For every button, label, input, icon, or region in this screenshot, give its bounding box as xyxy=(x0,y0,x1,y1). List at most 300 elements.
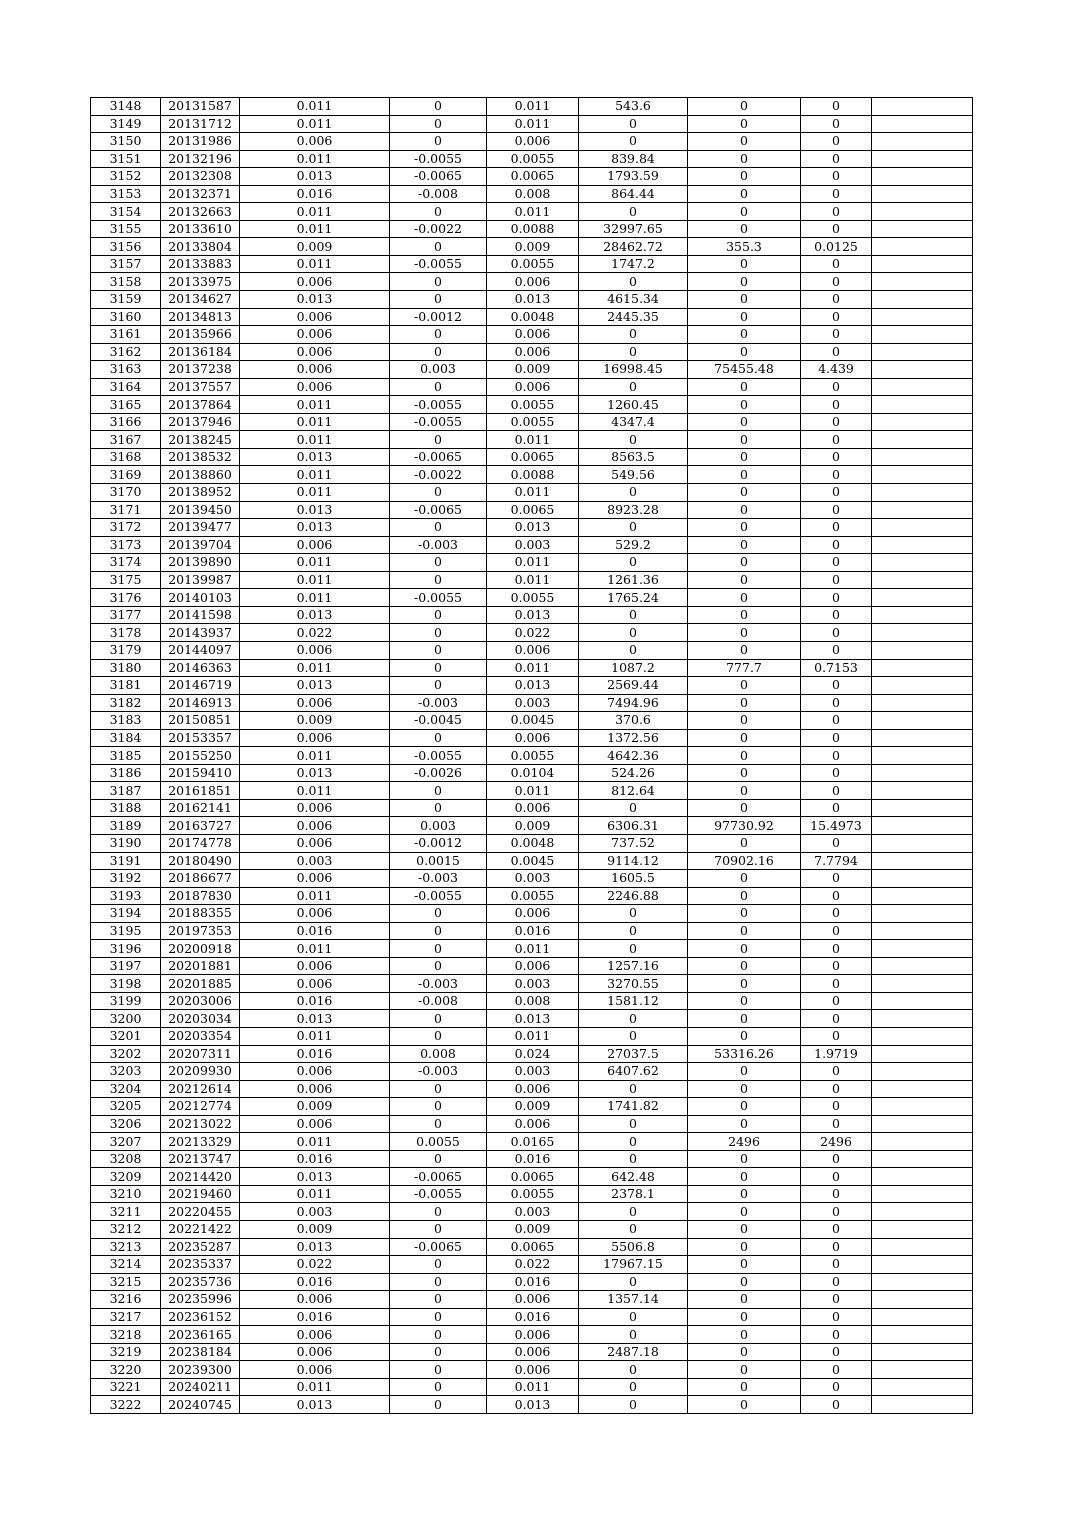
value-b-cell: -0.0055 xyxy=(390,255,487,273)
value-a-cell: 0.011 xyxy=(240,1185,390,1203)
empty-cell xyxy=(872,501,973,519)
value-b-cell: 0 xyxy=(390,1378,487,1396)
row-number-cell: 3209 xyxy=(91,1168,161,1186)
value-a-cell: 0.013 xyxy=(240,291,390,309)
id-cell: 20141598 xyxy=(161,606,240,624)
id-cell: 20131712 xyxy=(161,115,240,133)
value-a-cell: 0.009 xyxy=(240,712,390,730)
empty-cell xyxy=(872,799,973,817)
id-cell: 20240211 xyxy=(161,1378,240,1396)
value-f-cell: 0 xyxy=(801,413,872,431)
value-b-cell: 0 xyxy=(390,378,487,396)
value-a-cell: 0.011 xyxy=(240,413,390,431)
value-b-cell: 0 xyxy=(390,624,487,642)
value-d-cell: 0 xyxy=(579,624,688,642)
empty-cell xyxy=(872,448,973,466)
empty-cell xyxy=(872,150,973,168)
value-d-cell: 737.52 xyxy=(579,834,688,852)
value-a-cell: 0.006 xyxy=(240,308,390,326)
value-d-cell: 0 xyxy=(579,378,688,396)
value-a-cell: 0.006 xyxy=(240,343,390,361)
value-d-cell: 0 xyxy=(579,326,688,344)
table-row xyxy=(91,957,973,975)
empty-cell xyxy=(872,115,973,133)
value-f-cell: 0 xyxy=(801,150,872,168)
value-a-cell: 0.006 xyxy=(240,378,390,396)
value-c-cell: 0.0065 xyxy=(487,1238,579,1256)
value-d-cell: 543.6 xyxy=(579,98,688,116)
value-f-cell: 0 xyxy=(801,1080,872,1098)
value-c-cell: 0.013 xyxy=(487,519,579,537)
table-row xyxy=(91,571,973,589)
value-a-cell: 0.013 xyxy=(240,1396,390,1414)
value-b-cell: 0 xyxy=(390,273,487,291)
value-e-cell: 53316.26 xyxy=(688,1045,801,1063)
value-f-cell: 0 xyxy=(801,1168,872,1186)
id-cell: 20203354 xyxy=(161,1027,240,1045)
table-row xyxy=(91,1203,973,1221)
value-f-cell: 0 xyxy=(801,220,872,238)
table-row xyxy=(91,1396,973,1414)
id-cell: 20174778 xyxy=(161,834,240,852)
empty-cell xyxy=(872,168,973,186)
value-f-cell: 0 xyxy=(801,799,872,817)
row-number-cell: 3151 xyxy=(91,150,161,168)
value-e-cell: 0 xyxy=(688,273,801,291)
value-a-cell: 0.006 xyxy=(240,1063,390,1081)
id-cell: 20235287 xyxy=(161,1238,240,1256)
value-c-cell: 0.006 xyxy=(487,343,579,361)
value-c-cell: 0.009 xyxy=(487,238,579,256)
value-e-cell: 0 xyxy=(688,747,801,765)
row-number-cell: 3181 xyxy=(91,677,161,695)
row-number-cell: 3197 xyxy=(91,957,161,975)
id-cell: 20240745 xyxy=(161,1396,240,1414)
value-f-cell: 1.9719 xyxy=(801,1045,872,1063)
row-number-cell: 3202 xyxy=(91,1045,161,1063)
value-b-cell: 0 xyxy=(390,1256,487,1274)
id-cell: 20200918 xyxy=(161,940,240,958)
id-cell: 20137238 xyxy=(161,361,240,379)
value-a-cell: 0.011 xyxy=(240,431,390,449)
value-f-cell: 0 xyxy=(801,255,872,273)
value-d-cell: 7494.96 xyxy=(579,694,688,712)
id-cell: 20144097 xyxy=(161,641,240,659)
value-a-cell: 0.016 xyxy=(240,185,390,203)
value-f-cell: 0 xyxy=(801,1396,872,1414)
value-d-cell: 812.64 xyxy=(579,782,688,800)
value-d-cell: 864.44 xyxy=(579,185,688,203)
row-number-cell: 3169 xyxy=(91,466,161,484)
value-c-cell: 0.0055 xyxy=(487,887,579,905)
value-b-cell: 0.003 xyxy=(390,817,487,835)
value-d-cell: 9114.12 xyxy=(579,852,688,870)
value-b-cell: 0.0015 xyxy=(390,852,487,870)
value-c-cell: 0.006 xyxy=(487,799,579,817)
empty-cell xyxy=(872,992,973,1010)
table-row xyxy=(91,466,973,484)
value-c-cell: 0.008 xyxy=(487,992,579,1010)
value-c-cell: 0.013 xyxy=(487,606,579,624)
value-a-cell: 0.011 xyxy=(240,659,390,677)
value-e-cell: 0 xyxy=(688,1291,801,1309)
value-a-cell: 0.011 xyxy=(240,589,390,607)
value-a-cell: 0.006 xyxy=(240,729,390,747)
value-c-cell: 0.006 xyxy=(487,378,579,396)
value-b-cell: 0 xyxy=(390,133,487,151)
value-d-cell: 0 xyxy=(579,343,688,361)
value-f-cell: 0 xyxy=(801,624,872,642)
value-c-cell: 0.016 xyxy=(487,922,579,940)
table-row xyxy=(91,554,973,572)
value-d-cell: 17967.15 xyxy=(579,1256,688,1274)
value-b-cell: 0 xyxy=(390,291,487,309)
id-cell: 20133975 xyxy=(161,273,240,291)
value-c-cell: 0.006 xyxy=(487,273,579,291)
value-c-cell: 0.0065 xyxy=(487,448,579,466)
value-b-cell: -0.0065 xyxy=(390,168,487,186)
id-cell: 20203006 xyxy=(161,992,240,1010)
value-b-cell: 0 xyxy=(390,98,487,116)
table-row xyxy=(91,1185,973,1203)
empty-cell xyxy=(872,1027,973,1045)
empty-cell xyxy=(872,1115,973,1133)
empty-cell xyxy=(872,1361,973,1379)
id-cell: 20238184 xyxy=(161,1343,240,1361)
row-number-cell: 3218 xyxy=(91,1326,161,1344)
value-c-cell: 0.003 xyxy=(487,870,579,888)
empty-cell xyxy=(872,1168,973,1186)
value-e-cell: 0 xyxy=(688,799,801,817)
id-cell: 20163727 xyxy=(161,817,240,835)
value-f-cell: 0 xyxy=(801,519,872,537)
value-d-cell: 0 xyxy=(579,1273,688,1291)
value-e-cell: 97730.92 xyxy=(688,817,801,835)
table-row xyxy=(91,1361,973,1379)
value-e-cell: 0 xyxy=(688,1080,801,1098)
value-f-cell: 0 xyxy=(801,536,872,554)
table-row xyxy=(91,1326,973,1344)
id-cell: 20136184 xyxy=(161,343,240,361)
empty-cell xyxy=(872,1396,973,1414)
row-number-cell: 3201 xyxy=(91,1027,161,1045)
value-a-cell: 0.006 xyxy=(240,957,390,975)
id-cell: 20138532 xyxy=(161,448,240,466)
value-c-cell: 0.0045 xyxy=(487,712,579,730)
value-d-cell: 0 xyxy=(579,1396,688,1414)
value-a-cell: 0.006 xyxy=(240,834,390,852)
row-number-cell: 3187 xyxy=(91,782,161,800)
value-c-cell: 0.011 xyxy=(487,1027,579,1045)
value-a-cell: 0.006 xyxy=(240,1115,390,1133)
row-number-cell: 3200 xyxy=(91,1010,161,1028)
value-b-cell: -0.008 xyxy=(390,185,487,203)
empty-cell xyxy=(872,1150,973,1168)
id-cell: 20135966 xyxy=(161,326,240,344)
value-c-cell: 0.003 xyxy=(487,536,579,554)
value-a-cell: 0.011 xyxy=(240,98,390,116)
value-f-cell: 0 xyxy=(801,1378,872,1396)
value-a-cell: 0.006 xyxy=(240,273,390,291)
id-cell: 20132196 xyxy=(161,150,240,168)
value-d-cell: 0 xyxy=(579,1378,688,1396)
value-d-cell: 1605.5 xyxy=(579,870,688,888)
value-e-cell: 0 xyxy=(688,571,801,589)
row-number-cell: 3178 xyxy=(91,624,161,642)
table-row xyxy=(91,1256,973,1274)
value-d-cell: 28462.72 xyxy=(579,238,688,256)
value-a-cell: 0.013 xyxy=(240,448,390,466)
empty-cell xyxy=(872,852,973,870)
value-c-cell: 0.011 xyxy=(487,940,579,958)
row-number-cell: 3152 xyxy=(91,168,161,186)
table-row xyxy=(91,1343,973,1361)
value-d-cell: 2569.44 xyxy=(579,677,688,695)
value-a-cell: 0.011 xyxy=(240,1027,390,1045)
row-number-cell: 3216 xyxy=(91,1291,161,1309)
value-b-cell: -0.0055 xyxy=(390,1185,487,1203)
value-a-cell: 0.006 xyxy=(240,1343,390,1361)
value-c-cell: 0.013 xyxy=(487,1010,579,1028)
value-a-cell: 0.013 xyxy=(240,1168,390,1186)
value-f-cell: 15.4973 xyxy=(801,817,872,835)
value-f-cell: 0 xyxy=(801,940,872,958)
row-number-cell: 3192 xyxy=(91,870,161,888)
value-e-cell: 355.3 xyxy=(688,238,801,256)
table-row xyxy=(91,606,973,624)
value-f-cell: 0 xyxy=(801,782,872,800)
value-b-cell: 0 xyxy=(390,677,487,695)
table-row xyxy=(91,712,973,730)
value-e-cell: 0 xyxy=(688,431,801,449)
value-b-cell: 0 xyxy=(390,484,487,502)
value-f-cell: 0 xyxy=(801,1185,872,1203)
table-row xyxy=(91,1010,973,1028)
value-c-cell: 0.0055 xyxy=(487,413,579,431)
value-d-cell: 4347.4 xyxy=(579,413,688,431)
value-c-cell: 0.006 xyxy=(487,957,579,975)
value-b-cell: -0.003 xyxy=(390,1063,487,1081)
value-b-cell: 0 xyxy=(390,1361,487,1379)
value-c-cell: 0.0065 xyxy=(487,168,579,186)
value-e-cell: 0 xyxy=(688,133,801,151)
value-f-cell: 0 xyxy=(801,975,872,993)
row-number-cell: 3203 xyxy=(91,1063,161,1081)
empty-cell xyxy=(872,1063,973,1081)
value-a-cell: 0.006 xyxy=(240,361,390,379)
empty-cell xyxy=(872,1291,973,1309)
value-b-cell: 0 xyxy=(390,659,487,677)
row-number-cell: 3199 xyxy=(91,992,161,1010)
empty-cell xyxy=(872,957,973,975)
empty-cell xyxy=(872,870,973,888)
id-cell: 20236165 xyxy=(161,1326,240,1344)
table-row xyxy=(91,1221,973,1239)
table-row xyxy=(91,1027,973,1045)
row-number-cell: 3182 xyxy=(91,694,161,712)
value-c-cell: 0.009 xyxy=(487,1221,579,1239)
empty-cell xyxy=(872,273,973,291)
value-d-cell: 0 xyxy=(579,484,688,502)
id-cell: 20132371 xyxy=(161,185,240,203)
table-row xyxy=(91,536,973,554)
value-b-cell: 0 xyxy=(390,203,487,221)
value-e-cell: 0 xyxy=(688,782,801,800)
table-row xyxy=(91,1115,973,1133)
value-c-cell: 0.003 xyxy=(487,694,579,712)
id-cell: 20146719 xyxy=(161,677,240,695)
table-row xyxy=(91,729,973,747)
empty-cell xyxy=(872,1098,973,1116)
value-a-cell: 0.006 xyxy=(240,870,390,888)
value-c-cell: 0.009 xyxy=(487,1098,579,1116)
value-a-cell: 0.011 xyxy=(240,747,390,765)
table-row xyxy=(91,887,973,905)
value-e-cell: 0 xyxy=(688,536,801,554)
row-number-cell: 3155 xyxy=(91,220,161,238)
value-c-cell: 0.006 xyxy=(487,1326,579,1344)
value-a-cell: 0.013 xyxy=(240,764,390,782)
row-number-cell: 3222 xyxy=(91,1396,161,1414)
empty-cell xyxy=(872,641,973,659)
value-a-cell: 0.013 xyxy=(240,501,390,519)
value-c-cell: 0.003 xyxy=(487,1203,579,1221)
value-f-cell: 0 xyxy=(801,905,872,923)
table-row xyxy=(91,361,973,379)
value-f-cell: 0 xyxy=(801,554,872,572)
data-table xyxy=(90,97,973,1414)
value-f-cell: 0 xyxy=(801,1326,872,1344)
id-cell: 20139704 xyxy=(161,536,240,554)
value-f-cell: 0 xyxy=(801,115,872,133)
value-c-cell: 0.006 xyxy=(487,641,579,659)
empty-cell xyxy=(872,782,973,800)
row-number-cell: 3171 xyxy=(91,501,161,519)
value-d-cell: 1257.16 xyxy=(579,957,688,975)
id-cell: 20236152 xyxy=(161,1308,240,1326)
value-a-cell: 0.006 xyxy=(240,905,390,923)
value-f-cell: 0 xyxy=(801,273,872,291)
value-f-cell: 0 xyxy=(801,203,872,221)
value-a-cell: 0.013 xyxy=(240,606,390,624)
empty-cell xyxy=(872,484,973,502)
empty-cell xyxy=(872,589,973,607)
empty-cell xyxy=(872,834,973,852)
id-cell: 20133883 xyxy=(161,255,240,273)
id-cell: 20137946 xyxy=(161,413,240,431)
table-row xyxy=(91,747,973,765)
empty-cell xyxy=(872,606,973,624)
value-f-cell: 0 xyxy=(801,1010,872,1028)
id-cell: 20188355 xyxy=(161,905,240,923)
table-row xyxy=(91,852,973,870)
value-a-cell: 0.011 xyxy=(240,1133,390,1151)
value-d-cell: 0 xyxy=(579,641,688,659)
value-a-cell: 0.016 xyxy=(240,1273,390,1291)
id-cell: 20197353 xyxy=(161,922,240,940)
value-d-cell: 0 xyxy=(579,905,688,923)
value-e-cell: 0 xyxy=(688,115,801,133)
value-c-cell: 0.022 xyxy=(487,624,579,642)
value-e-cell: 0 xyxy=(688,501,801,519)
value-b-cell: 0 xyxy=(390,554,487,572)
value-e-cell: 0 xyxy=(688,1256,801,1274)
table-row xyxy=(91,1063,973,1081)
value-c-cell: 0.011 xyxy=(487,1378,579,1396)
value-f-cell: 0 xyxy=(801,1115,872,1133)
empty-cell xyxy=(872,905,973,923)
value-a-cell: 0.006 xyxy=(240,1361,390,1379)
row-number-cell: 3215 xyxy=(91,1273,161,1291)
value-b-cell: 0 xyxy=(390,1291,487,1309)
row-number-cell: 3195 xyxy=(91,922,161,940)
value-d-cell: 0 xyxy=(579,1027,688,1045)
value-b-cell: 0 xyxy=(390,1080,487,1098)
value-f-cell: 0 xyxy=(801,133,872,151)
empty-cell xyxy=(872,133,973,151)
value-b-cell: -0.0055 xyxy=(390,150,487,168)
empty-cell xyxy=(872,431,973,449)
value-c-cell: 0.022 xyxy=(487,1256,579,1274)
row-number-cell: 3189 xyxy=(91,817,161,835)
empty-cell xyxy=(872,361,973,379)
value-b-cell: 0 xyxy=(390,1027,487,1045)
row-number-cell: 3176 xyxy=(91,589,161,607)
row-number-cell: 3207 xyxy=(91,1133,161,1151)
value-a-cell: 0.006 xyxy=(240,1326,390,1344)
row-number-cell: 3217 xyxy=(91,1308,161,1326)
empty-cell xyxy=(872,1308,973,1326)
value-d-cell: 0 xyxy=(579,1133,688,1151)
value-a-cell: 0.011 xyxy=(240,782,390,800)
empty-cell xyxy=(872,747,973,765)
value-b-cell: -0.0026 xyxy=(390,764,487,782)
empty-cell xyxy=(872,1203,973,1221)
id-cell: 20139987 xyxy=(161,571,240,589)
value-e-cell: 0 xyxy=(688,1221,801,1239)
value-c-cell: 0.0055 xyxy=(487,589,579,607)
value-f-cell: 0 xyxy=(801,1256,872,1274)
value-f-cell: 0 xyxy=(801,448,872,466)
value-b-cell: 0 xyxy=(390,1221,487,1239)
value-e-cell: 0 xyxy=(688,870,801,888)
value-b-cell: -0.0065 xyxy=(390,501,487,519)
value-b-cell: 0 xyxy=(390,940,487,958)
value-c-cell: 0.0055 xyxy=(487,150,579,168)
value-e-cell: 0 xyxy=(688,1185,801,1203)
value-c-cell: 0.011 xyxy=(487,554,579,572)
value-c-cell: 0.0055 xyxy=(487,255,579,273)
value-e-cell: 0 xyxy=(688,641,801,659)
id-cell: 20139890 xyxy=(161,554,240,572)
value-e-cell: 0 xyxy=(688,185,801,203)
id-cell: 20155250 xyxy=(161,747,240,765)
value-c-cell: 0.011 xyxy=(487,782,579,800)
value-a-cell: 0.011 xyxy=(240,571,390,589)
row-number-cell: 3148 xyxy=(91,98,161,116)
value-f-cell: 0 xyxy=(801,1027,872,1045)
empty-cell xyxy=(872,413,973,431)
row-number-cell: 3167 xyxy=(91,431,161,449)
value-c-cell: 0.016 xyxy=(487,1273,579,1291)
value-f-cell: 0 xyxy=(801,712,872,730)
value-c-cell: 0.011 xyxy=(487,98,579,116)
value-e-cell: 0 xyxy=(688,448,801,466)
row-number-cell: 3184 xyxy=(91,729,161,747)
value-b-cell: 0 xyxy=(390,571,487,589)
value-a-cell: 0.011 xyxy=(240,887,390,905)
value-c-cell: 0.0088 xyxy=(487,466,579,484)
